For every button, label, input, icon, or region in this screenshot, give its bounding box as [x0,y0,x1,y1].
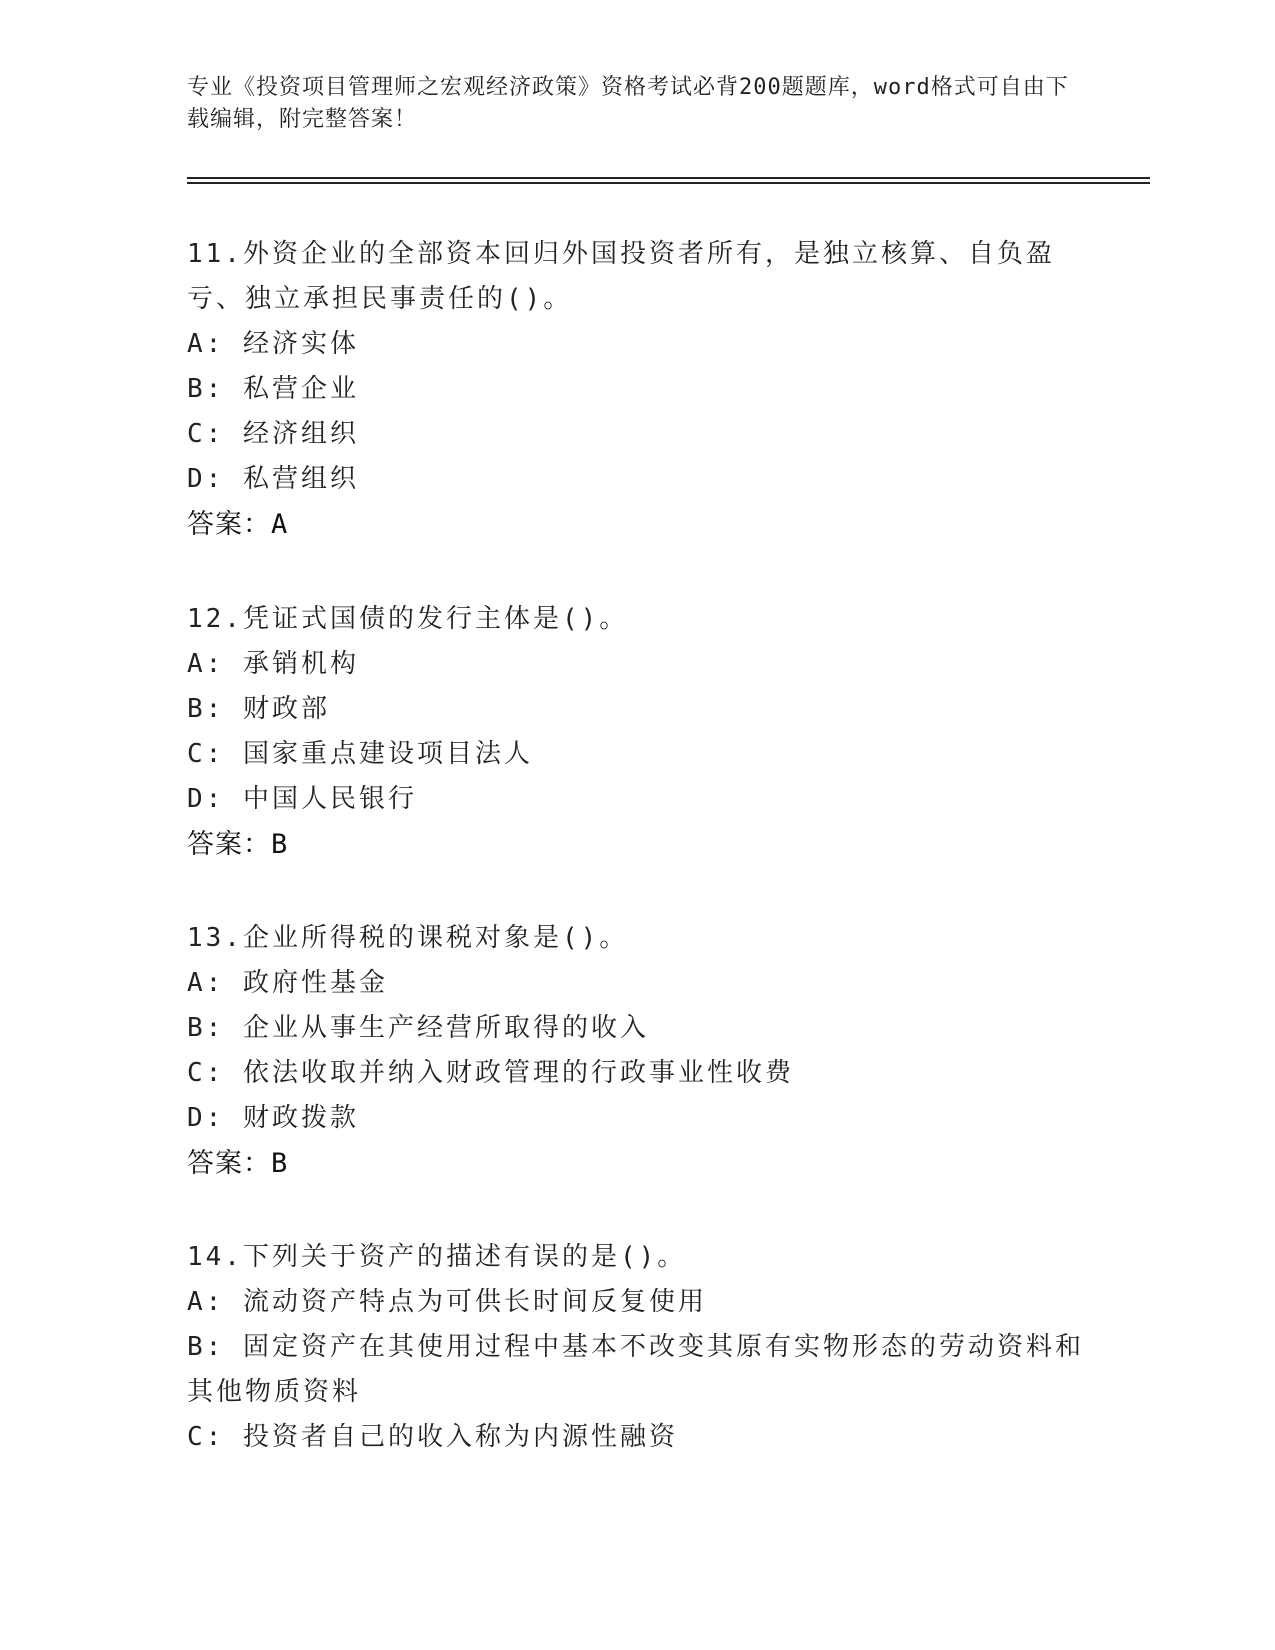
answer-value: A [271,509,289,540]
question-12 [187,597,1087,867]
option-c: C: 依法收取并纳入财政管理的行政事业性收费 [187,1058,794,1088]
option-b: B: 私营企业 [187,374,359,404]
option-d: D: 财政拨款 [187,1103,359,1133]
question-11 [187,232,1087,547]
option-b: B: 固定资产在其使用过程中基本不改变其原有实物形态的劳动资料和其他物质资料 [187,1332,1084,1407]
answer-label: 答案： [187,1148,271,1179]
answer-value: B [271,1148,289,1179]
question-stem: 11.外资企业的全部资本回归外国投资者所有，是独立核算、自负盈亏、独立承担民事责任的()。 [187,239,1055,314]
answer-line [187,822,1087,867]
header-divider-bottom [187,182,1150,184]
option-a: A: 经济实体 [187,329,359,359]
answer-value: B [271,829,289,860]
answer-label: 答案： [187,829,271,860]
option-a: A: 流动资产特点为可供长时间反复使用 [187,1287,707,1317]
answer-label: 答案： [187,509,271,540]
answer-line [187,1141,1087,1186]
question-14 [187,1235,1087,1460]
option-b: B: 财政部 [187,694,330,724]
option-a: A: 政府性基金 [187,968,388,998]
question-stem: 12.凭证式国债的发行主体是()。 [187,604,629,634]
question-13 [187,916,1087,1186]
header-divider-top [187,177,1150,179]
option-c: C: 投资者自己的收入称为内源性融资 [187,1422,678,1452]
document-header: 专业《投资项目管理师之宏观经济政策》资格考试必背200题题库，word格式可自由下载编辑，附完整答案！ [187,75,1069,132]
option-a: A: 承销机构 [187,649,359,679]
option-d: D: 私营组织 [187,464,359,494]
option-c: C: 国家重点建设项目法人 [187,739,533,769]
question-stem: 13.企业所得税的课税对象是()。 [187,923,629,953]
option-b: B: 企业从事生产经营所取得的收入 [187,1013,649,1043]
question-stem: 14.下列关于资产的描述有误的是()。 [187,1242,687,1272]
option-d: D: 中国人民银行 [187,784,417,814]
answer-line [187,502,1087,547]
option-c: C: 经济组织 [187,419,359,449]
